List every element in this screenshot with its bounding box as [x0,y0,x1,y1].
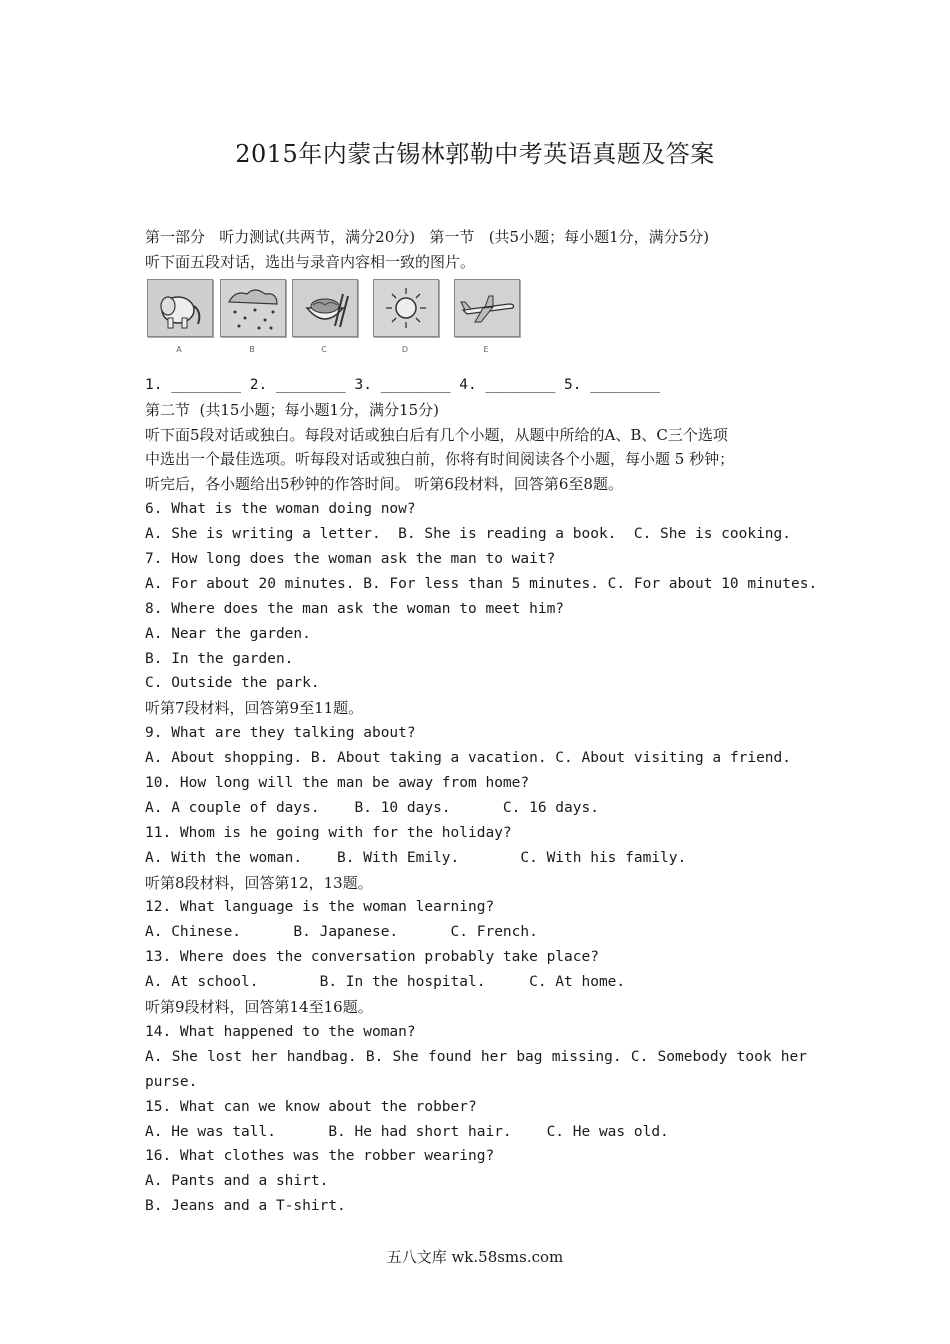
question-line: 听第8段材料，回答第12，13题。 [145,873,373,892]
answer-blanks: 1. ________ 2. ________ 3. ________ 4. ________ 5. ________ [145,376,661,393]
question-line: 7. How long does the woman ask the man to wait? [145,551,556,568]
question-line: 听第9段材料，回答第14至16题。 [145,998,373,1017]
exam-content [145,225,818,1219]
airplane-icon [454,279,520,337]
question-line: 16. What clothes was the robber wearing? [145,1148,495,1165]
section2-instruction: 听完后，各小题给出5秒钟的作答时间。 听第6段材料，回答第6至8题。 [145,475,623,494]
picture-label-c: C [321,344,327,354]
question-line: 听第7段材料，回答第9至11题。 [145,699,364,718]
picture-label-a: A [176,344,182,354]
elephant-icon [147,279,213,337]
question-line: 8. Where does the man ask the woman to meet him? [145,600,565,617]
question-line: A. She lost her handbag. B. She found her bag missing. C. Somebody took her [145,1048,807,1065]
question-line: A. He was tall. B. He had short hair. C. He was old. [145,1123,669,1140]
question-line: 14. What happened to the woman? [145,1023,416,1040]
picture-label-e: E [483,344,489,354]
page-title: 2015年内蒙古锡林郭勒中考英语真题及答案 [235,140,715,168]
noodles-bowl-icon [292,279,358,337]
question-line: A. Chinese. B. Japanese. C. French. [145,924,538,941]
question-line: 15. What can we know about the robber? [145,1098,477,1115]
part1-header: 第一部分 听力测试(共两节，满分20分) 第一节 (共5小题；每小题1分，满分5分) [145,228,710,246]
question-line: A. About shopping. B. About taking a vacation. C. About visiting a friend. [145,750,792,767]
question-line: 6. What is the woman doing now? [145,501,416,518]
picture-label-b: B [249,344,255,354]
question-line: 11. Whom is he going with for the holiday? [145,824,512,841]
question-line: A. She is writing a letter. B. She is reading a book. C. She is cooking. [145,526,792,543]
question-line: 12. What language is the woman learning? [145,899,495,916]
question-line: 13. Where does the conversation probably take place? [145,949,599,966]
question-line: A. Near the garden. [145,625,311,642]
footer-watermark: 五八文库 wk.58sms.com [386,1248,564,1266]
sun-icon [373,279,439,337]
question-line: A. At school. B. In the hospital. C. At home. [145,974,626,991]
question-line: A. With the woman. B. With Emily. C. With his family. [145,849,687,866]
picture-label-d: D [401,344,409,354]
question-line: C. Outside the park. [145,675,320,692]
part1-instruction: 听下面五段对话，选出与录音内容相一致的图片。 [145,252,476,271]
question-line: 9. What are they talking about? [145,725,416,742]
section2-instruction: 中选出一个最佳选项。听每段对话或独白前，你将有时间阅读各个小题，每小题 5 秒钟； [145,450,735,469]
picture-row [145,279,807,367]
question-line: A. For about 20 minutes. B. For less than 5 minutes. C. For about 10 minutes. [145,575,818,592]
question-line: B. Jeans and a T-shirt. [145,1198,346,1215]
question-line: B. In the garden. [145,650,294,667]
question-line: A. A couple of days. B. 10 days. C. 16 days. [145,799,599,816]
question-line: A. Pants and a shirt. [145,1173,329,1190]
question-line: 10. How long will the man be away from home? [145,775,530,792]
question-list [145,497,818,1219]
section2-header: 第二节 (共15小题；每小题1分，满分15分) [145,400,439,419]
question-line: purse. [145,1073,198,1090]
snow-cloud-icon [220,279,286,337]
section2-instruction: 听下面5段对话或独白。每段对话或独白后有几个小题，从题中所给的A、B、C三个选项 [145,425,728,444]
